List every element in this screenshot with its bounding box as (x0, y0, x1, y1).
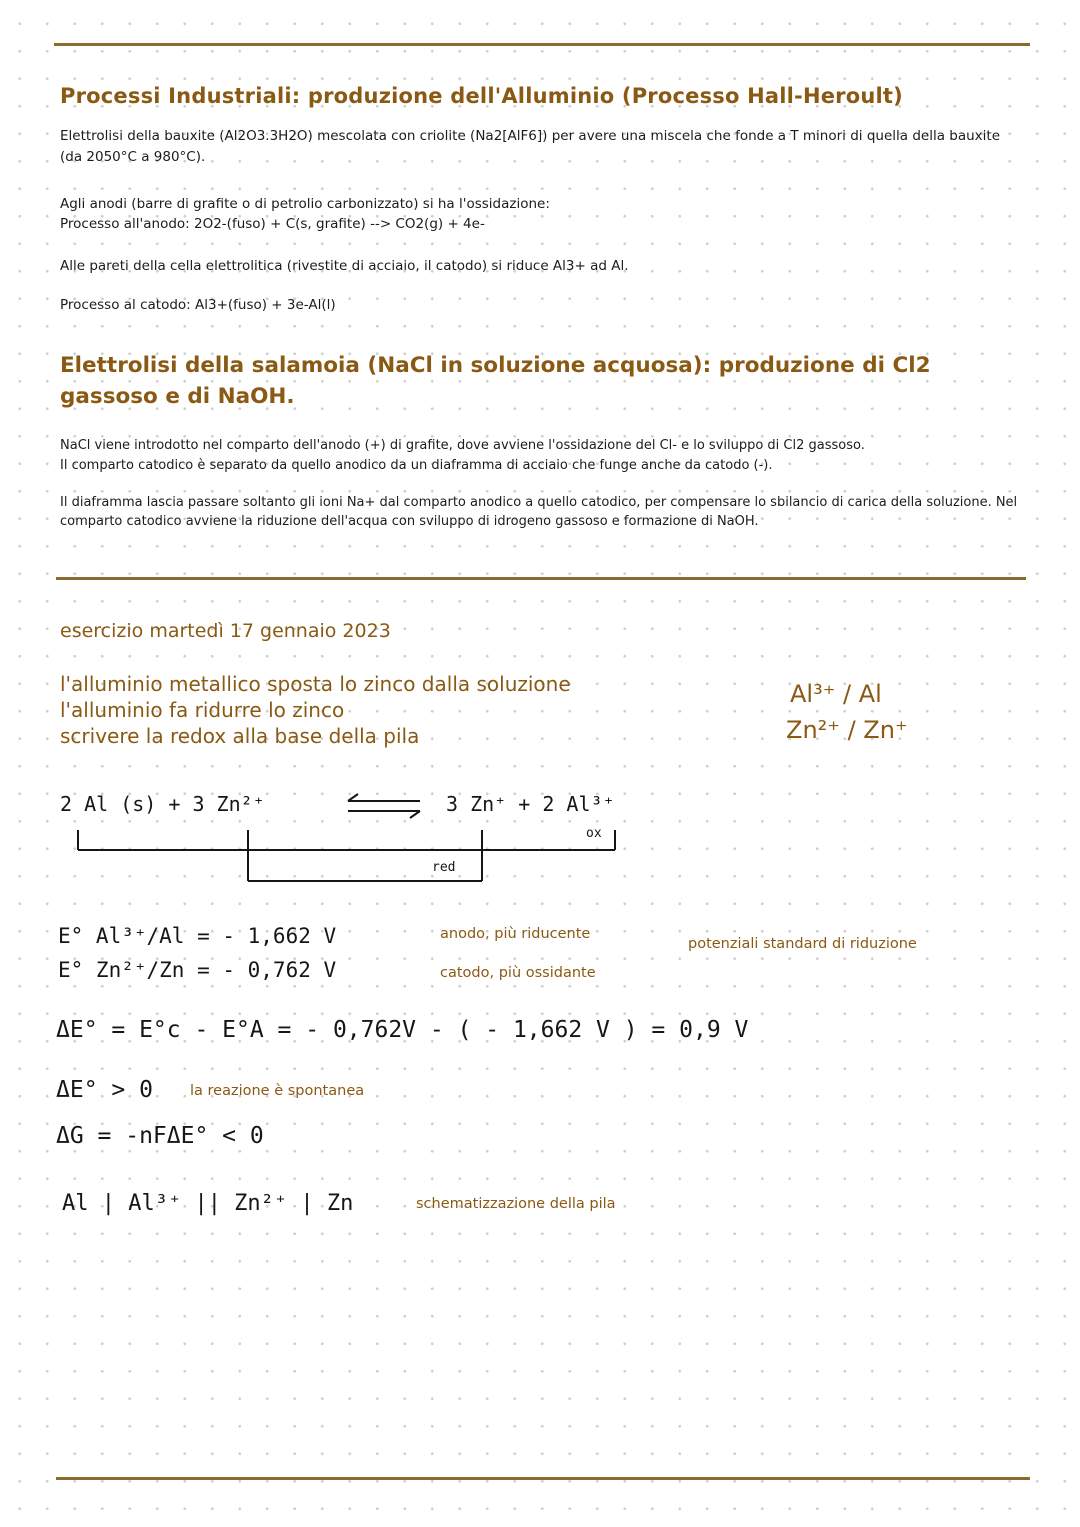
section1-paragraph-4: Processo al catodo: Al3+(fuso) + 3e-Al(l) (60, 297, 336, 313)
exercise-title: esercizio martedì 17 gennaio 2023 (60, 620, 391, 642)
delta-e-positive: ΔE° > 0 (56, 1077, 153, 1103)
section1-paragraph-2b: Processo all'anodo: 2O2-(fuso) + C(s, grafite) --> CO2(g) + 4e- (60, 216, 485, 232)
oxidation-label: ox (586, 826, 602, 841)
spontaneous-note: la reazione è spontanea (190, 1083, 365, 1099)
section1-paragraph-3: Alle pareti della cella elettrolitica (rivestite di acciaio, il catodo) si riduce Al3+ ad Al. (60, 258, 629, 274)
redox-couple-al: Al³⁺ / Al (790, 680, 882, 708)
section1-paragraph-1: Elettrolisi della bauxite (Al2O3.3H2O) mescolata con criolite (Na2[AlF6]) per avere una miscela che fonde a T minori di quella della bauxite (da 2050°C a 980°C). (60, 128, 1001, 165)
delta-g-equation: ΔG = -nFΔE° < 0 (56, 1123, 264, 1149)
section1-paragraph-2a: Agli anodi (barre di grafite o di petrolio carbonizzato) si ha l'ossidazione: (60, 196, 550, 212)
section2-title-line2: gassoso e di NaOH. (60, 384, 295, 409)
reaction-reactants: 2 Al (s) + 3 Zn²⁺ (60, 792, 265, 816)
exercise-line-2: l'alluminio fa ridurre lo zinco (60, 698, 345, 722)
potential-zn: E° Zn²⁺/Zn = - 0,762 V (58, 958, 337, 982)
exercise-line-1: l'alluminio metallico sposta lo zinco dalla soluzione (60, 672, 571, 696)
equilibrium-arrow-icon (344, 792, 424, 820)
middle-divider (56, 577, 1026, 580)
delta-e-equation: ΔE° = E°c - E°A = - 0,762V - ( - 1,662 V ) = 0,9 V (56, 1017, 749, 1043)
cell-notation-note: schematizzazione della pila (416, 1196, 616, 1212)
section2-paragraph-2: Il diaframma lascia passare soltanto gli ioni Na+ dal comparto anodico a quello catodico, per compensare lo sbilancio di carica della soluzione. Nel comparto catodico avviene la riduzione dell'acqua con sviluppo di idrogeno gassoso e formazione di NaOH. (60, 495, 1018, 529)
exercise-line-3: scrivere la redox alla base della pila (60, 724, 420, 748)
section2-title-line1: Elettrolisi della salamoia (NaCl in soluzione acquosa): produzione di Cl2 (60, 353, 931, 378)
cathode-note: catodo, più ossidante (440, 965, 596, 981)
top-divider (54, 43, 1030, 46)
reaction-products: 3 Zn⁺ + 2 Al³⁺ (446, 792, 615, 816)
section1-title: Processi Industriali: produzione dell'Alluminio (Processo Hall-Heroult) (60, 84, 903, 108)
potential-al: E° Al³⁺/Al = - 1,662 V (58, 924, 337, 948)
standard-potentials-note: potenziali standard di riduzione (688, 936, 917, 952)
anode-note: anodo, più riducente (440, 926, 591, 942)
section2-paragraph-1b: Il comparto catodico è separato da quello anodico da un diaframma di acciaio che funge anche da catodo (-). (60, 458, 773, 473)
cell-notation: Al | Al³⁺ || Zn²⁺ | Zn (62, 1191, 354, 1216)
bottom-divider (56, 1477, 1030, 1480)
section2-paragraph-1a: NaCl viene introdotto nel comparto dell'anodo (+) di grafite, dove avviene l'ossidazione del Cl- e lo sviluppo di Cl2 gassoso. (60, 438, 865, 453)
reduction-label: red (432, 860, 456, 875)
redox-bracket-diagram (70, 820, 630, 890)
redox-couple-zn: Zn²⁺ / Zn⁺ (786, 716, 908, 744)
